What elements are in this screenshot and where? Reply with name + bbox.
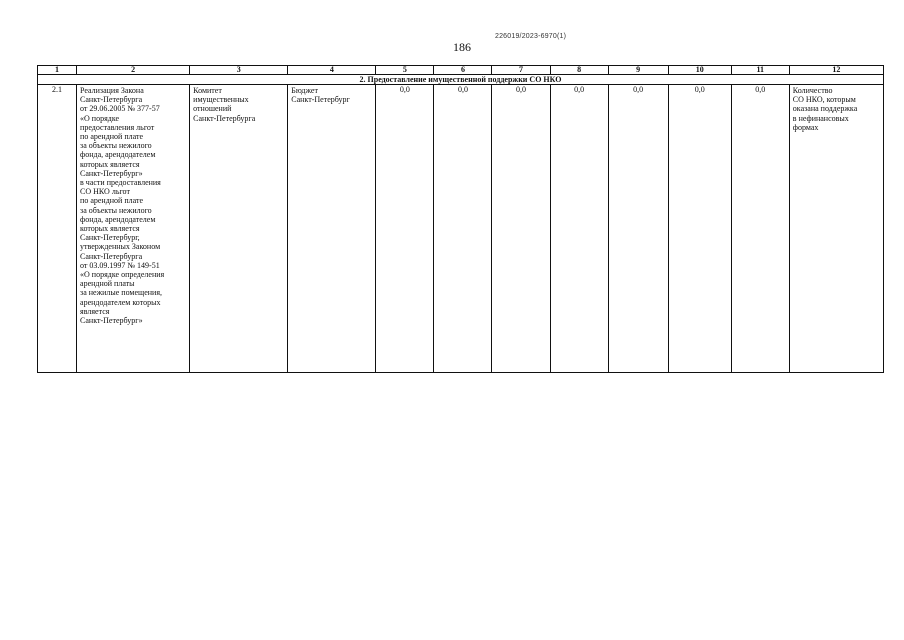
column-number-row <box>38 66 884 75</box>
row-description-cell <box>77 85 190 373</box>
row-source-cell <box>288 85 376 373</box>
column-number: 11 <box>731 66 789 75</box>
row-value: 0,0 <box>731 85 789 373</box>
column-number: 6 <box>434 66 492 75</box>
column-number: 12 <box>789 66 883 75</box>
column-number: 5 <box>376 66 434 75</box>
column-number: 9 <box>608 66 668 75</box>
row-executor-cell <box>190 85 288 373</box>
row-description: Реализация Закона Санкт-Петербурга от 29.06.2005 № 377-57 «О порядке предоставления льгот по арендной плате за объекты нежилого фонда, арендодателем которых является Санкт-Петербург» в части предоставления СО НКО льгот по арендной плате за объекты нежилого фонда, арендодателем которых является Санкт-Петербург, утвержденных Законом Санкт-Петербурга от 03.09.1997 № 149-51 «О порядке определения арендной платы за нежилые помещения, арендодателем которых является Санкт-Петербург» <box>80 86 165 326</box>
row-executor: Комитет имущественных отношений Санкт-Петербурга <box>193 86 256 123</box>
row-value: 0,0 <box>492 85 550 373</box>
row-indicator-cell <box>789 85 883 373</box>
document-id: 226019/2023-6970(1) <box>495 33 567 40</box>
section-title: 2. Предоставление имущественной поддержки СО НКО <box>38 75 884 85</box>
row-value: 0,0 <box>550 85 608 373</box>
column-number: 1 <box>38 66 77 75</box>
row-indicator: Количество СО НКО, которым оказана поддержка в нефинансовых формах <box>792 86 858 132</box>
column-number: 10 <box>668 66 731 75</box>
row-value: 0,0 <box>434 85 492 373</box>
table-row <box>38 85 884 373</box>
column-number: 3 <box>190 66 288 75</box>
row-funding-source: Бюджет Санкт-Петербург <box>291 86 350 105</box>
column-number: 7 <box>492 66 550 75</box>
program-table <box>37 65 884 373</box>
row-index: 2.1 <box>38 85 77 373</box>
column-number: 4 <box>288 66 376 75</box>
section-row <box>38 75 884 85</box>
row-value: 0,0 <box>668 85 731 373</box>
page-number: 186 <box>453 40 471 54</box>
column-number: 8 <box>550 66 608 75</box>
column-number: 2 <box>77 66 190 75</box>
row-value: 0,0 <box>376 85 434 373</box>
row-value: 0,0 <box>608 85 668 373</box>
